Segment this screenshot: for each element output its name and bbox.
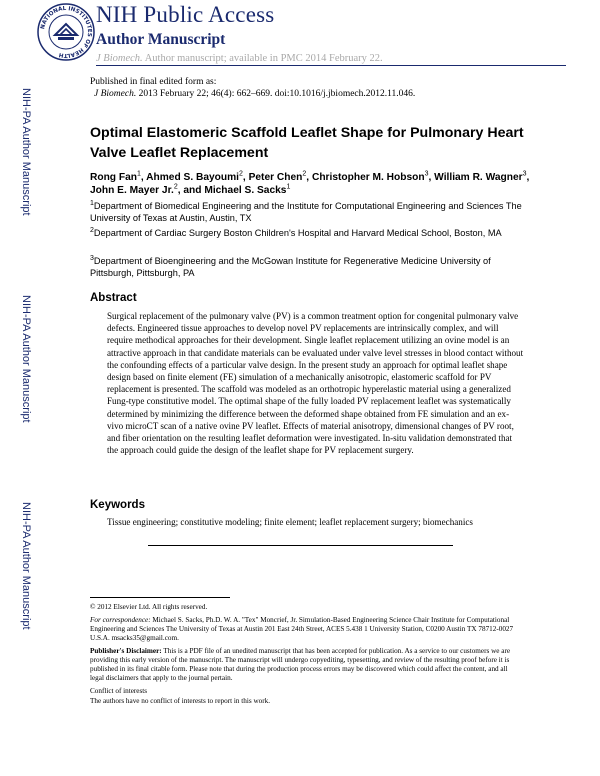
svg-text:NATIONAL INSTITUTES OF HEALTH: NATIONAL INSTITUTES OF HEALTH [40, 5, 93, 59]
author-list [90, 172, 530, 197]
nih-seal-logo [36, 2, 96, 62]
author: Christopher M. Hobson$^3$, [311, 170, 435, 183]
conflict-text: The authors have no conflict of interests to report in this work. [90, 697, 271, 706]
author: John E. Mayer Jr.$^2$, and [90, 183, 205, 196]
pmc-journal: J Biomech. [96, 53, 143, 64]
correspondence [90, 616, 520, 644]
author: Ahmed S. Bayoumi$^2$, [146, 170, 249, 183]
affiliation-1: $^1$Department of Biomedical Engineering and the Institute for Computational Engineering and Sciences The University of Texas at Austin, Austin, TX [90, 199, 522, 223]
author-manuscript-subtitle: Author Manuscript [96, 31, 226, 48]
keywords-heading: Keywords [90, 499, 145, 511]
author: William R. Wagner$^3$, [434, 170, 530, 183]
published-in [90, 76, 415, 100]
publisher-disclaimer [90, 647, 520, 684]
nih-header [0, 0, 600, 72]
disclaimer-label: Publisher's Disclaimer: [90, 646, 162, 655]
abstract-body: Surgical replacement of the pulmonary valve (PV) is a common treatment option for congenital pulmonary valve defects. Engineered tissue approaches to develop novel PV replacements are intrinsically complex, and will require methodical approaches for their development. Single leaflet replacement utilizing an ovine model is an attractive approach in that candidate materials can be evaluated under valve level stresses in blood contact without the confounding effects of a particular valve design. In the present study an approach for optimal leaflet shape design based on finite element (FE) simulation of a mechanically anisotropic, elastomeric scaffold for PV replacement is presented. The scaffold was modeled as an orthotropic hyperelastic material using a generalized Fung-type constitutive model. The optimal shape of the fully loaded PV replacement leaflet was systematically determined by minimizing the difference between the deformed shape obtained from FE simulation and an ex-vivo microCT scan of a native ovine PV leaflet. Effects of material anisotropy, dimensional changes of PV root, and fiber orientation on the resulting leaflet deformation were investigated. In-situ validation demonstrated that the approach could guide the design of the leaflet shape for PV replacement surgery. [107, 311, 524, 456]
correspondence-label: For correspondence: [90, 615, 151, 624]
pmc-availability-note [96, 53, 566, 66]
keywords-body: Tissue engineering; constitutive modeling; finite element; leaflet replacement surgery; biomechanics [107, 517, 473, 527]
keywords-divider [148, 545, 453, 546]
abstract-heading: Abstract [90, 292, 137, 304]
nih-public-access-title: NIH Public Access [96, 2, 275, 27]
article-title: Optimal Elastomeric Scaffold Leaflet Shape for Pulmonary Heart Valve Leaflet Replacement [90, 125, 524, 161]
footnote-divider [90, 597, 230, 598]
affiliation-3: $^3$Department of Bioengineering and the McGowan Institute for Regenerative Medicine University of Pittsburgh, Pittsburgh, PA [90, 254, 491, 278]
citation [90, 88, 415, 100]
affiliation-2: $^2$Department of Cardiac Surgery Boston Children's Hospital and Harvard Medical School, Boston, MA [90, 226, 502, 238]
copyright: © 2012 Elsevier Ltd. All rights reserved. [90, 603, 208, 611]
author: Michael S. Sacks$^1$ [204, 183, 291, 196]
citation-journal: J Biomech. [94, 89, 137, 99]
conflict-heading: Conflict of interests [90, 687, 148, 696]
pmc-note-text: Author manuscript; available in PMC 2014 February 22. [142, 53, 383, 64]
correspondence-text: Michael S. Sacks, Ph.D. W. A. "Tex" Moncrief, Jr. Simulation-Based Engineering Science Chair Institute for Computational Engineering and Sciences The University of Texas at Austin 201 East 24th Street, ACES 5.438 1 University Station, C0200 Austin TX 78712-0027 U.S.A. msacks35@gmail.com. [90, 615, 514, 643]
author: Peter Chen$^2$, [248, 170, 312, 183]
published-label: Published in final edited form as: [90, 77, 217, 87]
side-label-top: NIH-PA Author Manuscript [20, 88, 32, 216]
footnotes [90, 603, 520, 710]
disclaimer-text: This is a PDF file of an unedited manuscript that has been accepted for publication. As a service to our customers we are providing this early version of the manuscript. The manuscript will undergo copyediting, typesetting, and review of the resulting proof before it is published in its final citable form. Please note that during the production process errors may be discovered which could affect the content, and all legal disclaimers that apply to the journal pertain. [90, 646, 511, 683]
side-label-middle: NIH-PA Author Manuscript [20, 295, 32, 423]
side-label-bottom: NIH-PA Author Manuscript [20, 502, 32, 630]
author: Rong Fan$^1$, [90, 170, 147, 183]
citation-details: 2013 February 22; 46(4): 662–669. doi:10.1016/j.jbiomech.2012.11.046. [136, 89, 416, 99]
